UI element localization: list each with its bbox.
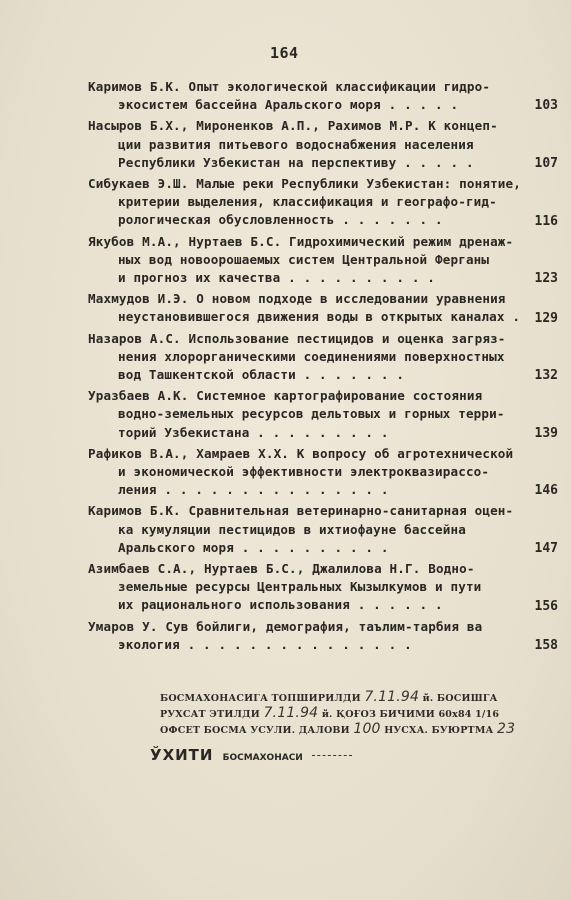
toc-entry — [88, 78, 558, 114]
toc-entry-continuation: ции развития питьевого водоснабжения населения — [118, 136, 474, 152]
toc-entry-continuation: экосистем бассейна Аральского моря . . . . . — [118, 97, 459, 113]
toc-entry-title: Назаров А.С. Использование пестицидов и оценка загряз- — [88, 330, 506, 346]
toc-entry — [88, 387, 558, 442]
toc-page-number: 103 — [534, 98, 558, 114]
toc-entry — [88, 330, 558, 385]
handwritten-copies: 100 — [353, 721, 381, 737]
handwritten-date: 7.11.94 — [364, 689, 420, 705]
toc-page-number: 107 — [534, 156, 558, 172]
toc-entry-title: Умаров У. Сув бойлиги, демография, таълим-тарбия ва — [88, 618, 483, 634]
toc-page-number: 132 — [534, 368, 558, 384]
toc-entry-continuation: ления . . . . . . . . . . . . . . . — [118, 482, 389, 498]
toc-entry-continuation: неустановившегося движения воды в открытых каналах . — [118, 309, 521, 325]
toc-entry-title: Сибукаев Э.Ш. Малые реки Республики Узбекистан: понятие, — [88, 176, 521, 192]
toc-entry-continuation: вод Ташкентской области . . . . . . . — [118, 367, 405, 383]
toc-entry — [88, 117, 558, 172]
toc-entry-title: Махмудов И.Э. О новом подходе в исследовании уравнения — [88, 291, 506, 307]
toc-entry — [88, 445, 558, 500]
toc-entry — [88, 502, 558, 557]
toc-page-number: 156 — [534, 598, 558, 614]
toc-entry-continuation: критерии выделения, классификация и географо-гид- — [118, 194, 497, 210]
toc-page-number: 123 — [534, 271, 558, 287]
handwritten-date: 7.11.94 — [263, 705, 319, 721]
imprint — [160, 690, 520, 738]
toc-entry-continuation: экология . . . . . . . . . . . . . . . — [118, 636, 412, 652]
imprint-text: НУСХА. БУЮРТМА — [384, 725, 494, 736]
page-number: 164 — [270, 44, 299, 62]
toc-page-number: 116 — [534, 213, 558, 229]
imprint-text: БОСМАХОНАСИГА ТОПШИРИЛДИ — [160, 693, 361, 704]
toc-page-number: 147 — [534, 541, 558, 557]
toc-entry-continuation: нения хлорорганическими соединениями поверхностных — [118, 348, 505, 364]
toc-entry-continuation: водно-земельных ресурсов дельтовых и горных терри- — [118, 406, 505, 422]
toc-entry-continuation: ка кумуляции пестицидов в ихтиофауне бассейна — [118, 521, 466, 537]
toc-entry — [88, 560, 558, 615]
toc-entry-title: Насыров Б.Х., Мироненков А.П., Рахимов М.Р. К концеп- — [88, 118, 498, 134]
stamp-divider — [312, 755, 352, 756]
imprint-text: й. ҚОҒОЗ БИЧИМИ 60x84 1/16 — [321, 709, 500, 720]
imprint-text: РУХСАТ ЭТИЛДИ — [160, 709, 260, 720]
toc-entry-continuation: рологическая обусловленность . . . . . . . — [118, 212, 443, 228]
toc-entry-title: Каримов Б.К. Сравнительная ветеринарно-санитарная оцен- — [88, 503, 514, 519]
imprint-line — [160, 706, 520, 722]
toc-page-number: 139 — [534, 425, 558, 441]
imprint-text: ОФСЕТ БОСМА УСУЛИ. ДАЛОВИ — [160, 725, 350, 736]
toc-entry — [88, 618, 558, 654]
toc-page-number: 146 — [534, 483, 558, 499]
toc-page-number: 129 — [534, 310, 558, 326]
toc-entry-title: Каримов Б.К. Опыт экологической классификации гидро- — [88, 79, 491, 94]
stamp-subtitle: БОСМАХОНАСИ — [222, 753, 303, 763]
toc-entry-continuation: ных вод новоорошаемых систем Центральной Ферганы — [118, 251, 490, 267]
toc-entry-continuation: торий Узбекистана . . . . . . . . . — [118, 424, 389, 440]
handwritten-order: 23 — [497, 721, 516, 737]
toc-entry-continuation: и экономической эффективности электроквазирассо- — [118, 464, 490, 480]
toc-entry-title: Якубов М.А., Нуртаев Б.С. Гидрохимический режим дренаж- — [88, 233, 514, 249]
toc-page-number: 158 — [534, 638, 558, 654]
imprint-text: й. БОСИШГА — [422, 693, 498, 704]
stamp-title: ЎХИТИ — [150, 746, 214, 764]
toc-entry-continuation: Аральского моря . . . . . . . . . . — [118, 539, 389, 555]
table-of-contents — [88, 78, 558, 657]
toc-entry-title: Рафиков В.А., Хамраев Х.Х. К вопросу об агротехнической — [88, 445, 514, 461]
toc-entry-continuation: Республики Узбекистан на перспективу . . . . . — [118, 154, 474, 170]
imprint-line — [160, 722, 520, 738]
toc-entry-continuation: их рационального использования . . . . . . — [118, 597, 443, 613]
toc-entry — [88, 175, 558, 230]
imprint-line — [160, 690, 520, 706]
toc-entry-title: Азимбаев С.А., Нуртаев Б.С., Джалилова Н.Г. Водно- — [88, 561, 475, 577]
publisher-stamp — [150, 745, 352, 764]
toc-entry-continuation: и прогноз их качества . . . . . . . . . . — [118, 270, 436, 286]
toc-entry-continuation: земельные ресурсы Центральных Кызылкумов и пути — [118, 579, 482, 595]
toc-entry — [88, 233, 558, 288]
toc-entry-title: Уразбаев А.К. Системное картографирование состояния — [88, 388, 483, 404]
toc-entry — [88, 290, 558, 326]
